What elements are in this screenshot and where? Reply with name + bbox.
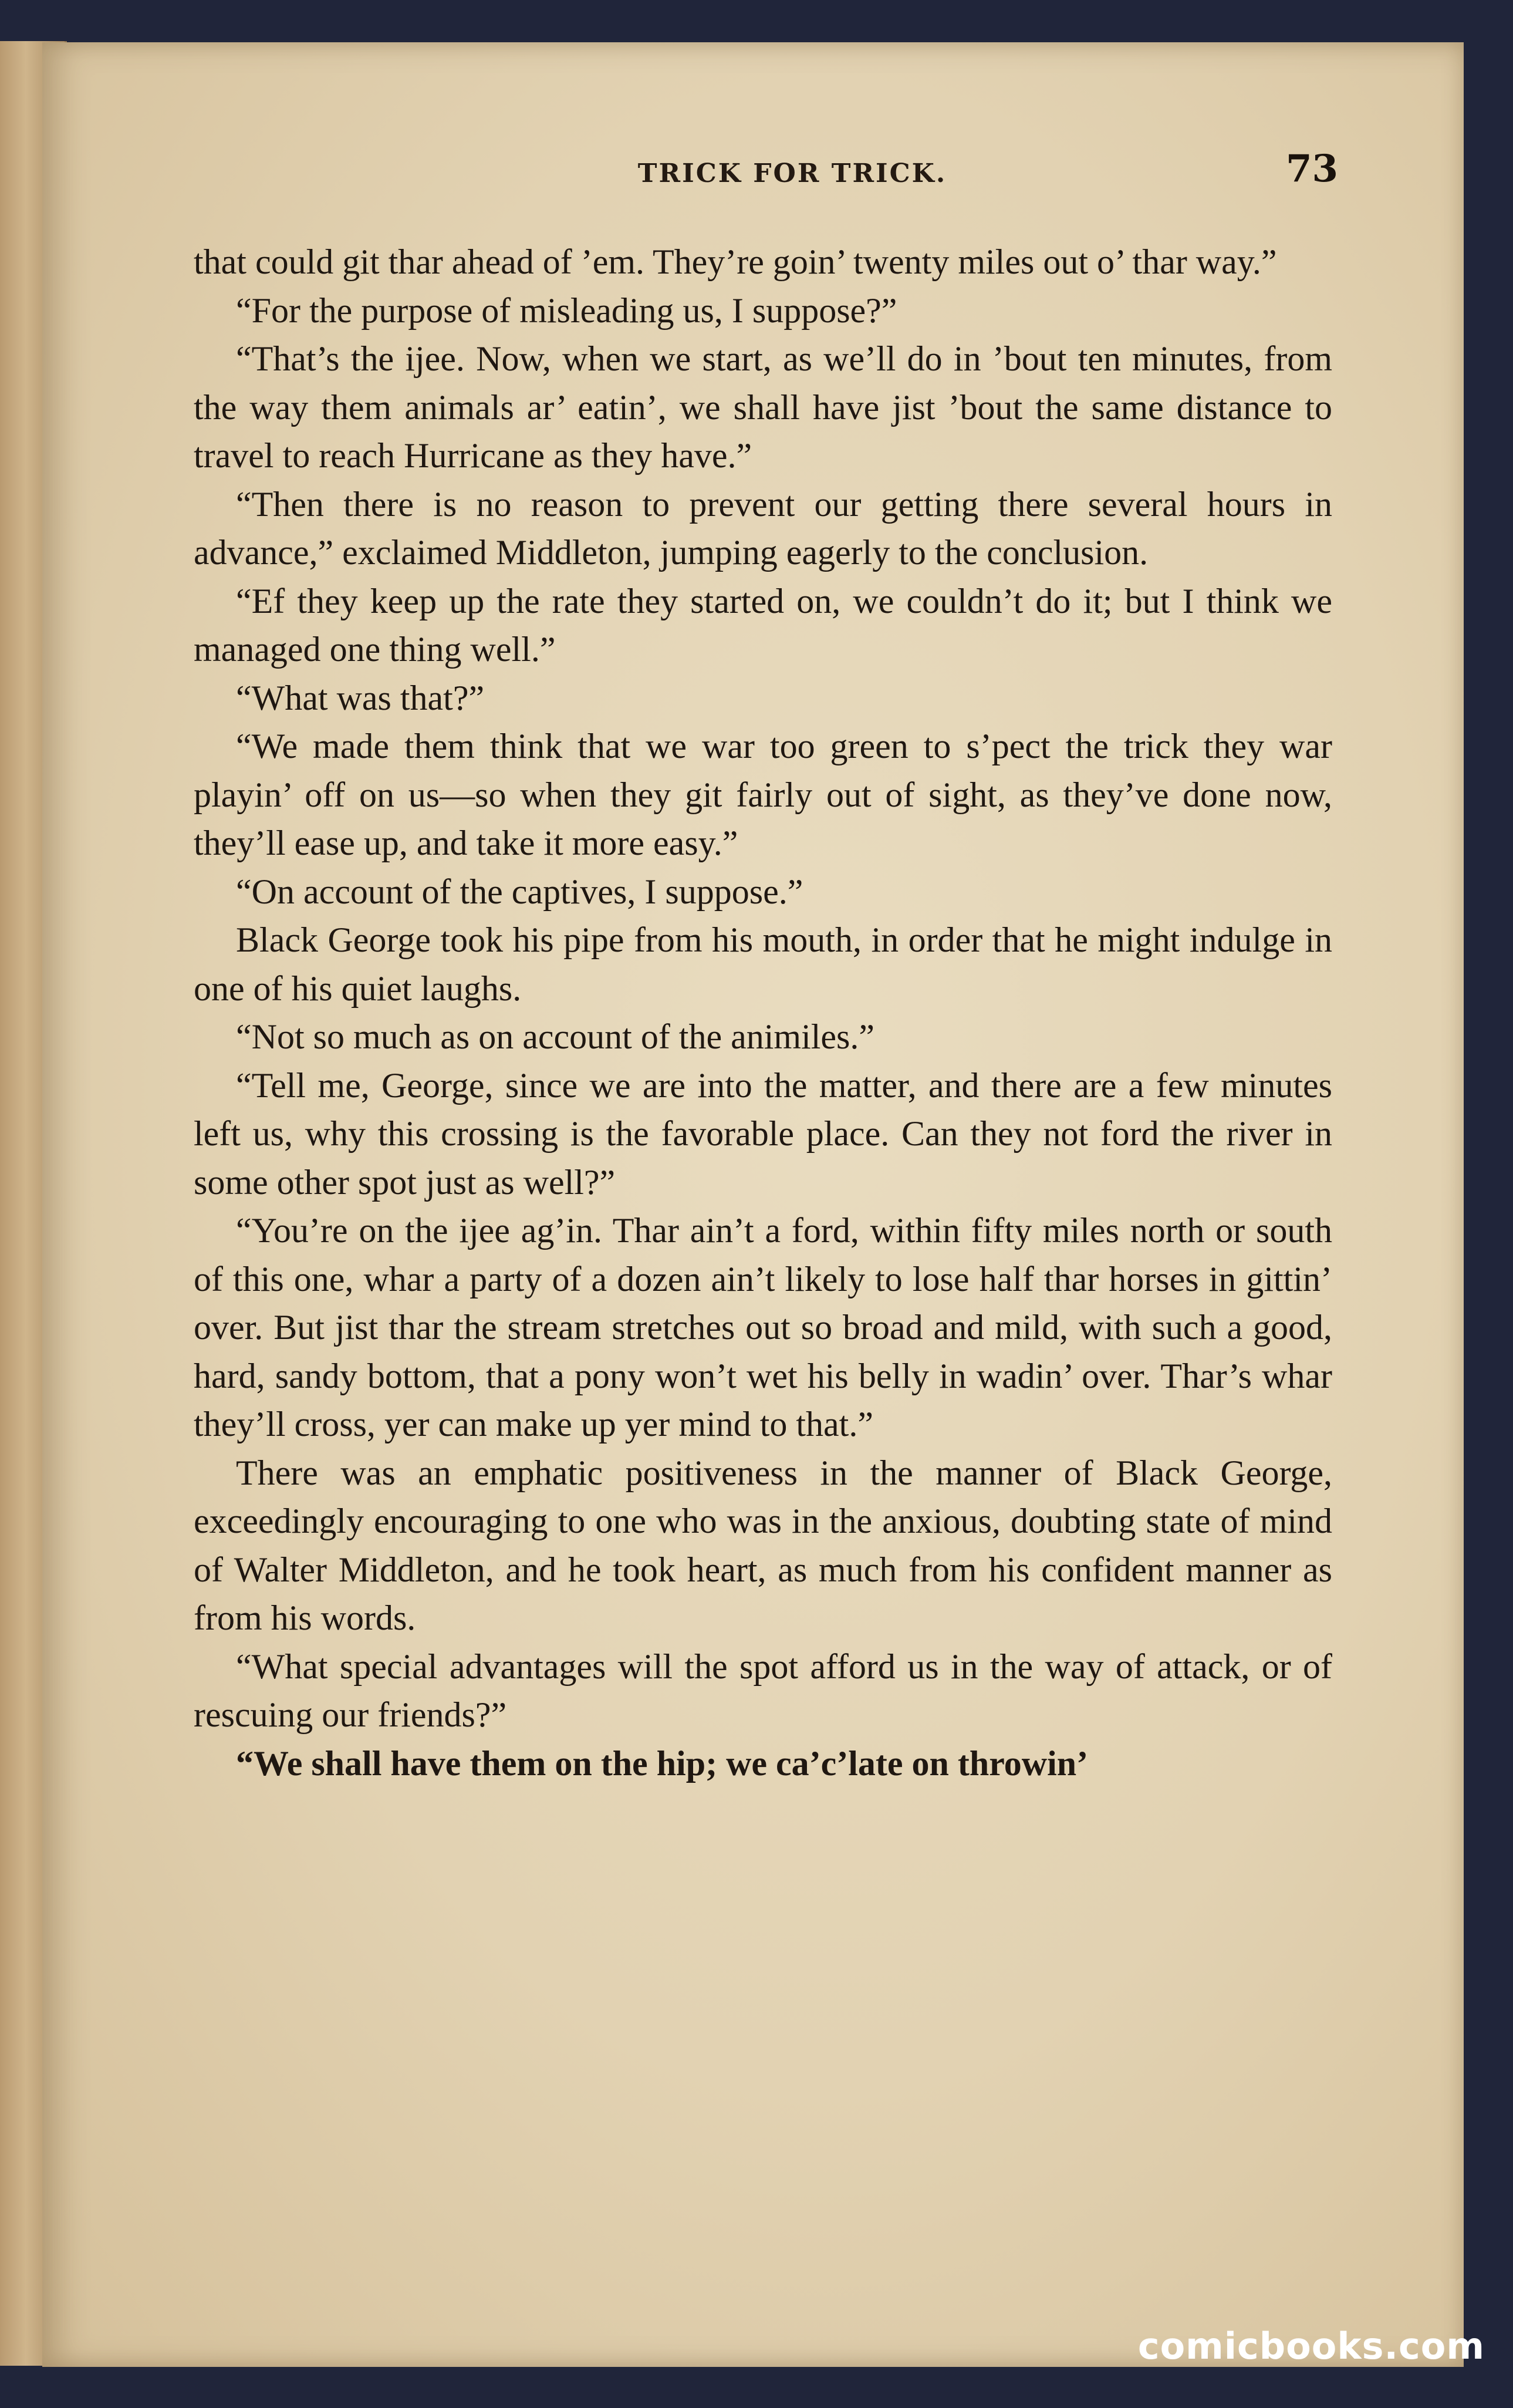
paragraph: “Not so much as on account of the animiles.” <box>236 1017 875 1056</box>
paragraph: “We made them think that we war too green to s’pect the trick they war playin’ off on us—so when they git fairly out of sight, as they’ve done now, they’ll ease up, and take it more easy.” <box>194 727 1332 862</box>
paragraph: “Tell me, George, since we are into the matter, and there are a few minutes left us, why this crossing is the favorable place. Can they not ford the river in some other spot just as well?” <box>194 1065 1332 1202</box>
paragraph: There was an emphatic positiveness in the manner of Black George, exceedingly encouraging to one who was in the anxious, doubting state of mind of Walter Middleton, and he took heart, as much from his confident manner as from his words. <box>194 1453 1332 1637</box>
paragraph: “On account of the captives, I suppose.” <box>236 872 803 911</box>
page-number: 73 <box>1285 147 1338 191</box>
body-text <box>194 238 1332 1788</box>
paragraph: “Then there is no reason to prevent our getting there several hours in advance,” exclaimed Middleton, jumping eagerly to the conclusion. <box>194 484 1332 572</box>
paragraph: “What special advantages will the spot afford us in the way of attack, or of rescuing our friends?” <box>194 1647 1332 1734</box>
paragraph: that could git thar ahead of ’em. They’re goin’ twenty miles out o’ thar way.” <box>194 242 1277 281</box>
paragraph: “Ef they keep up the rate they started on, we couldn’t do it; but I think we managed one thing well.” <box>194 581 1332 669</box>
running-head: TRICK FOR TRICK. <box>637 158 947 188</box>
paragraph: Black George took his pipe from his mouth, in order that he might indulge in one of his quiet laughs. <box>194 920 1332 1008</box>
paragraph: “We shall have them on the hip; we ca’c’late on throwin’ <box>236 1743 1089 1783</box>
paragraph: “That’s the ijee. Now, when we start, as we’ll do in ’bout ten minutes, from the way them animals ar’ eatin’, we shall have jist ’bout the same distance to travel to reach Hurricane as they have.” <box>194 339 1332 475</box>
paragraph: “For the purpose of misleading us, I suppose?” <box>236 291 897 330</box>
paragraph: “You’re on the ijee ag’in. Thar ain’t a ford, within fifty miles north or south of this one, whar a party of a dozen ain’t likely to lose half thar horses in gittin’ over. But jist thar the stream stretches out so broad and mild, with such a good, hard, sandy bottom, that a pony won’t wet his belly in wadin’ over. Thar’s whar they’ll cross, yer can make up yer mind to that.” <box>194 1211 1332 1444</box>
site-watermark: comicbooks.com <box>1137 2325 1485 2367</box>
paragraph: “What was that?” <box>236 678 485 717</box>
